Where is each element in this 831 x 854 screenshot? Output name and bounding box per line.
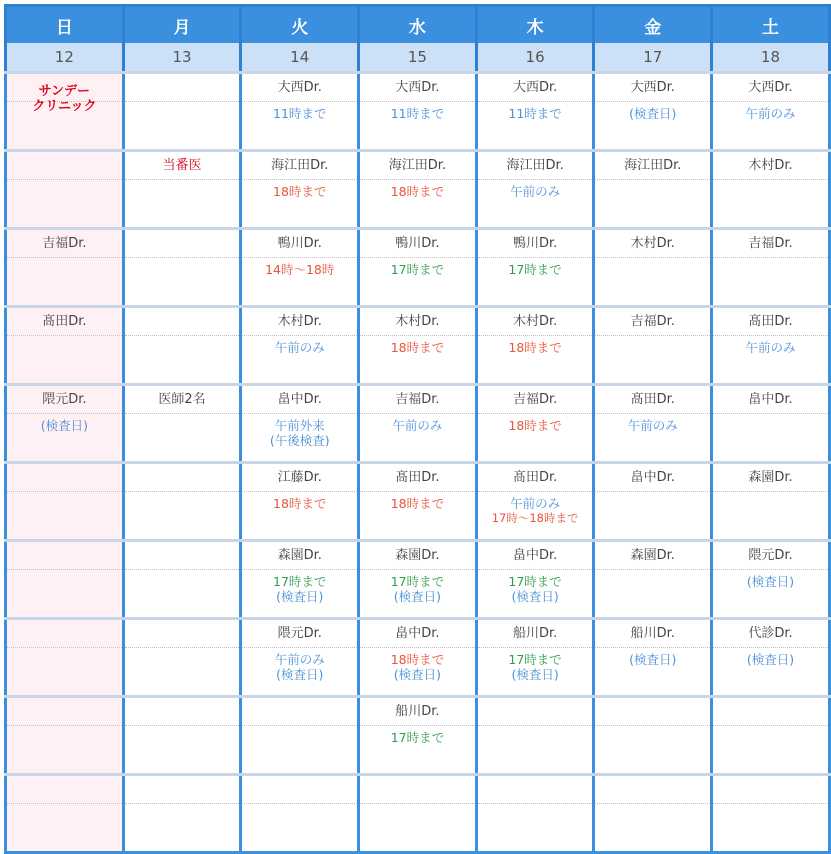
schedule-row xyxy=(6,775,830,853)
shift-note-line: 18時まで xyxy=(508,340,562,355)
shift-note-line: 18時まで xyxy=(390,652,445,667)
shift-note xyxy=(7,414,122,433)
doctor-name: 大西Dr. xyxy=(713,74,828,102)
doctor-name: 髙田Dr. xyxy=(478,464,593,492)
shift-note xyxy=(360,570,475,604)
doctor-name xyxy=(7,698,122,726)
shift-note xyxy=(360,180,475,199)
schedule-cell xyxy=(594,775,712,853)
schedule-cell xyxy=(6,151,124,229)
schedule-cell xyxy=(359,385,477,463)
shift-note xyxy=(7,492,122,496)
schedule-cell xyxy=(123,385,241,463)
schedule-cell xyxy=(594,307,712,385)
shift-note xyxy=(595,258,710,262)
schedule-cell xyxy=(241,385,359,463)
schedule-cell xyxy=(594,385,712,463)
date-header: 18 xyxy=(712,43,830,73)
shift-note xyxy=(125,648,240,652)
shift-note xyxy=(242,336,357,355)
schedule-row xyxy=(6,151,830,229)
doctor-name xyxy=(7,542,122,570)
shift-note xyxy=(478,414,593,433)
schedule-cell xyxy=(6,307,124,385)
schedule-cell xyxy=(359,463,477,541)
schedule-cell xyxy=(594,229,712,307)
schedule-cell xyxy=(123,307,241,385)
shift-note-line: 17時まで xyxy=(390,574,445,589)
schedule-body xyxy=(6,73,830,853)
doctor-name: 森園Dr. xyxy=(595,542,710,570)
schedule-cell xyxy=(123,541,241,619)
schedule-cell xyxy=(6,541,124,619)
shift-note xyxy=(7,570,122,574)
schedule-cell xyxy=(6,697,124,775)
doctor-name: 船川Dr. xyxy=(595,620,710,648)
schedule-row xyxy=(6,307,830,385)
shift-note-line: 17時まで xyxy=(273,574,327,589)
shift-note xyxy=(713,804,828,808)
doctor-name: 鴨川Dr. xyxy=(360,230,475,258)
shift-note-line: 18時まで xyxy=(390,340,445,355)
shift-note xyxy=(595,648,710,667)
doctor-name: 吉福Dr. xyxy=(360,386,475,414)
schedule-cell xyxy=(6,619,124,697)
schedule-cell xyxy=(712,775,830,853)
shift-note xyxy=(242,414,357,448)
schedule-cell xyxy=(712,307,830,385)
schedule-cell xyxy=(241,775,359,853)
shift-note xyxy=(713,726,828,730)
doctor-name: 吉福Dr. xyxy=(478,386,593,414)
shift-note xyxy=(478,570,593,604)
shift-note-line: 午前のみ xyxy=(627,418,678,433)
doctor-name: 畠中Dr. xyxy=(478,542,593,570)
shift-note-line: 午前のみ xyxy=(745,340,796,355)
shift-note-line: 18時まで xyxy=(390,184,445,199)
shift-note xyxy=(7,180,122,184)
schedule-cell xyxy=(241,463,359,541)
shift-note xyxy=(360,336,475,355)
schedule-cell xyxy=(123,619,241,697)
doctor-name: 海江田Dr. xyxy=(478,152,593,180)
doctor-name: 海江田Dr. xyxy=(242,152,357,180)
doctor-name: 森園Dr. xyxy=(713,464,828,492)
schedule-cell xyxy=(359,541,477,619)
weekday-header: 金 xyxy=(594,6,712,44)
doctor-name xyxy=(7,776,122,804)
shift-note xyxy=(360,648,475,682)
shift-note-line: (検査日) xyxy=(276,667,324,682)
doctor-name xyxy=(595,698,710,726)
doctor-name: 畠中Dr. xyxy=(595,464,710,492)
doctor-name xyxy=(478,698,593,726)
shift-note xyxy=(713,648,828,667)
shift-note xyxy=(7,648,122,652)
shift-note xyxy=(7,84,122,114)
shift-note xyxy=(478,648,593,682)
shift-note-line: 11時まで xyxy=(508,106,562,121)
schedule-cell xyxy=(476,463,594,541)
shift-note xyxy=(478,102,593,121)
schedule-cell xyxy=(241,151,359,229)
shift-note xyxy=(478,804,593,808)
shift-note-line: 17時まで xyxy=(390,730,445,745)
schedule-cell xyxy=(359,229,477,307)
shift-note xyxy=(713,102,828,121)
shift-note xyxy=(7,258,122,262)
doctor-name: 船川Dr. xyxy=(478,620,593,648)
shift-note-line: 午前のみ xyxy=(745,106,796,121)
doctor-name xyxy=(478,776,593,804)
shift-note-line: 17時まで xyxy=(508,262,562,277)
date-header: 15 xyxy=(359,43,477,73)
date-header: 12 xyxy=(6,43,124,73)
schedule-row xyxy=(6,541,830,619)
doctor-name: 木村Dr. xyxy=(595,230,710,258)
shift-note xyxy=(360,726,475,745)
schedule-cell xyxy=(6,385,124,463)
schedule-row xyxy=(6,229,830,307)
shift-note xyxy=(478,258,593,277)
shift-note-line: (検査日) xyxy=(629,652,677,667)
schedule-cell xyxy=(123,463,241,541)
schedule-cell xyxy=(594,619,712,697)
schedule-cell xyxy=(712,73,830,151)
shift-note-line: (検査日) xyxy=(511,667,559,682)
shift-note-line: 18時まで xyxy=(390,496,445,511)
doctor-name xyxy=(125,230,240,258)
doctor-name xyxy=(125,464,240,492)
shift-note-line: 午前のみ xyxy=(274,652,325,667)
doctor-name xyxy=(7,464,122,492)
schedule-cell xyxy=(123,775,241,853)
doctor-name xyxy=(125,620,240,648)
schedule-cell xyxy=(123,697,241,775)
date-header: 16 xyxy=(476,43,594,73)
weekly-schedule-table xyxy=(4,4,831,854)
shift-note xyxy=(242,258,357,277)
schedule-cell xyxy=(359,619,477,697)
doctor-name: 森園Dr. xyxy=(242,542,357,570)
doctor-name xyxy=(595,776,710,804)
shift-note xyxy=(478,336,593,355)
schedule-cell xyxy=(712,541,830,619)
doctor-name xyxy=(125,698,240,726)
schedule-cell xyxy=(712,385,830,463)
shift-note-line: 11時まで xyxy=(273,106,327,121)
doctor-name: 当番医 xyxy=(125,152,240,180)
doctor-name xyxy=(125,74,240,102)
shift-note-line: 18時まで xyxy=(273,184,327,199)
shift-note-line: 17時〜18時まで xyxy=(491,511,579,525)
doctor-name xyxy=(713,698,828,726)
shift-note-line: (検査日) xyxy=(393,667,442,682)
schedule-cell xyxy=(476,541,594,619)
shift-note xyxy=(478,726,593,730)
shift-note xyxy=(595,414,710,433)
shift-note-line: 17時まで xyxy=(390,262,445,277)
shift-note-line: (検査日) xyxy=(629,106,677,121)
doctor-name: 海江田Dr. xyxy=(595,152,710,180)
schedule-cell xyxy=(476,775,594,853)
shift-note xyxy=(360,258,475,277)
schedule-cell xyxy=(594,73,712,151)
schedule-cell xyxy=(359,307,477,385)
shift-note-line: 11時まで xyxy=(390,106,445,121)
doctor-name: 大西Dr. xyxy=(242,74,357,102)
shift-note xyxy=(595,336,710,340)
doctor-name xyxy=(360,776,475,804)
schedule-cell xyxy=(712,697,830,775)
doctor-name: 髙田Dr. xyxy=(713,308,828,336)
schedule-cell xyxy=(6,775,124,853)
weekday-header: 水 xyxy=(359,6,477,44)
shift-note xyxy=(125,414,240,418)
schedule-cell xyxy=(476,151,594,229)
doctor-name: 髙田Dr. xyxy=(595,386,710,414)
shift-note xyxy=(242,492,357,511)
schedule-cell xyxy=(241,73,359,151)
date-header: 17 xyxy=(594,43,712,73)
doctor-name: 江藤Dr. xyxy=(242,464,357,492)
doctor-name xyxy=(125,776,240,804)
shift-note xyxy=(7,336,122,340)
shift-note-line: 17時まで xyxy=(508,652,562,667)
shift-note xyxy=(595,726,710,730)
shift-note xyxy=(360,492,475,511)
shift-note xyxy=(478,492,593,526)
shift-note-line: 午前のみ xyxy=(392,418,443,433)
date-header-row xyxy=(6,43,830,73)
shift-note xyxy=(125,804,240,808)
doctor-name: 海江田Dr. xyxy=(360,152,475,180)
schedule-calendar xyxy=(4,4,828,824)
schedule-cell xyxy=(359,151,477,229)
schedule-cell xyxy=(241,307,359,385)
shift-note-line: 午前のみ xyxy=(274,340,325,355)
shift-note-line: (検査日) xyxy=(746,652,795,667)
schedule-cell xyxy=(712,229,830,307)
doctor-name xyxy=(713,776,828,804)
shift-note xyxy=(595,102,710,121)
doctor-name: 森園Dr. xyxy=(360,542,475,570)
doctor-name: 大西Dr. xyxy=(360,74,475,102)
shift-note xyxy=(595,804,710,808)
doctor-name: 畠中Dr. xyxy=(242,386,357,414)
schedule-cell xyxy=(241,697,359,775)
schedule-cell xyxy=(359,775,477,853)
date-header: 14 xyxy=(241,43,359,73)
doctor-name xyxy=(7,620,122,648)
schedule-cell xyxy=(476,697,594,775)
shift-note xyxy=(125,336,240,340)
shift-note xyxy=(242,648,357,682)
shift-note xyxy=(125,570,240,574)
shift-note xyxy=(713,336,828,355)
shift-note xyxy=(242,180,357,199)
shift-note xyxy=(125,102,240,106)
doctor-name: 鴨川Dr. xyxy=(478,230,593,258)
doctor-name: 吉福Dr. xyxy=(595,308,710,336)
doctor-name: 大西Dr. xyxy=(478,74,593,102)
shift-note xyxy=(125,492,240,496)
weekday-header-row xyxy=(6,6,830,44)
doctor-name xyxy=(125,542,240,570)
schedule-cell xyxy=(712,151,830,229)
schedule-row xyxy=(6,73,830,151)
schedule-cell xyxy=(241,229,359,307)
doctor-name: 医師2名 xyxy=(125,386,240,414)
shift-note-line: (検査日) xyxy=(393,589,442,604)
shift-note xyxy=(7,804,122,808)
date-header: 13 xyxy=(123,43,241,73)
shift-note-line: (検査日) xyxy=(746,574,795,589)
doctor-name xyxy=(242,698,357,726)
doctor-name: 髙田Dr. xyxy=(360,464,475,492)
doctor-name: 大西Dr. xyxy=(595,74,710,102)
shift-note-line: (検査日) xyxy=(511,589,559,604)
schedule-cell xyxy=(594,697,712,775)
weekday-header: 木 xyxy=(476,6,594,44)
doctor-name: 船川Dr. xyxy=(360,698,475,726)
weekday-header: 月 xyxy=(123,6,241,44)
schedule-cell xyxy=(123,73,241,151)
doctor-name: 隈元Dr. xyxy=(713,542,828,570)
doctor-name: 畠中Dr. xyxy=(713,386,828,414)
shift-note xyxy=(478,180,593,199)
schedule-row xyxy=(6,463,830,541)
schedule-cell xyxy=(6,463,124,541)
shift-note xyxy=(242,570,357,604)
shift-note xyxy=(713,414,828,418)
doctor-name: 鴨川Dr. xyxy=(242,230,357,258)
doctor-name: 吉福Dr. xyxy=(713,230,828,258)
shift-note-line: サンデー クリニック xyxy=(32,84,97,114)
weekday-header: 土 xyxy=(712,6,830,44)
shift-note xyxy=(595,492,710,496)
shift-note xyxy=(713,492,828,496)
shift-note-line: 午前外来 (午後検査) xyxy=(269,418,330,448)
shift-note-line: 14時〜18時 xyxy=(265,262,335,277)
schedule-cell xyxy=(594,541,712,619)
doctor-name: 木村Dr. xyxy=(478,308,593,336)
schedule-cell xyxy=(6,73,124,151)
shift-note-line: 17時まで xyxy=(508,574,562,589)
shift-note xyxy=(595,180,710,184)
schedule-cell xyxy=(241,541,359,619)
doctor-name: 隈元Dr. xyxy=(242,620,357,648)
schedule-cell xyxy=(476,307,594,385)
schedule-row xyxy=(6,697,830,775)
doctor-name: 木村Dr. xyxy=(713,152,828,180)
schedule-cell xyxy=(476,229,594,307)
doctor-name: 木村Dr. xyxy=(242,308,357,336)
shift-note-line: (検査日) xyxy=(40,418,88,433)
schedule-cell xyxy=(241,619,359,697)
doctor-name: 畠中Dr. xyxy=(360,620,475,648)
shift-note xyxy=(595,570,710,574)
doctor-name xyxy=(242,776,357,804)
shift-note xyxy=(242,102,357,121)
shift-note xyxy=(125,258,240,262)
shift-note xyxy=(7,726,122,730)
schedule-cell xyxy=(594,463,712,541)
schedule-cell xyxy=(359,697,477,775)
shift-note xyxy=(360,102,475,121)
doctor-name xyxy=(125,308,240,336)
schedule-cell xyxy=(476,619,594,697)
doctor-name xyxy=(7,152,122,180)
shift-note xyxy=(360,414,475,433)
doctor-name: 吉福Dr. xyxy=(7,230,122,258)
doctor-name: 隈元Dr. xyxy=(7,386,122,414)
shift-note xyxy=(242,726,357,730)
schedule-cell xyxy=(476,73,594,151)
shift-note-line: 18時まで xyxy=(273,496,327,511)
doctor-name: 髙田Dr. xyxy=(7,308,122,336)
schedule-cell xyxy=(712,619,830,697)
shift-note-line: 午前のみ xyxy=(510,496,561,511)
shift-note xyxy=(360,804,475,808)
weekday-header: 火 xyxy=(241,6,359,44)
schedule-cell xyxy=(476,385,594,463)
shift-note xyxy=(125,180,240,184)
shift-note xyxy=(125,726,240,730)
shift-note-line: 午前のみ xyxy=(510,184,561,199)
shift-note xyxy=(242,804,357,808)
weekday-header: 日 xyxy=(6,6,124,44)
doctor-name: 木村Dr. xyxy=(360,308,475,336)
schedule-cell xyxy=(123,151,241,229)
shift-note xyxy=(713,180,828,184)
schedule-cell xyxy=(123,229,241,307)
shift-note xyxy=(713,258,828,262)
shift-note xyxy=(713,570,828,589)
shift-note-line: 18時まで xyxy=(508,418,562,433)
doctor-name: 代診Dr. xyxy=(713,620,828,648)
schedule-row xyxy=(6,619,830,697)
schedule-cell xyxy=(359,73,477,151)
shift-note-line: (検査日) xyxy=(276,589,324,604)
schedule-cell xyxy=(712,463,830,541)
schedule-cell xyxy=(594,151,712,229)
schedule-cell xyxy=(6,229,124,307)
schedule-row xyxy=(6,385,830,463)
